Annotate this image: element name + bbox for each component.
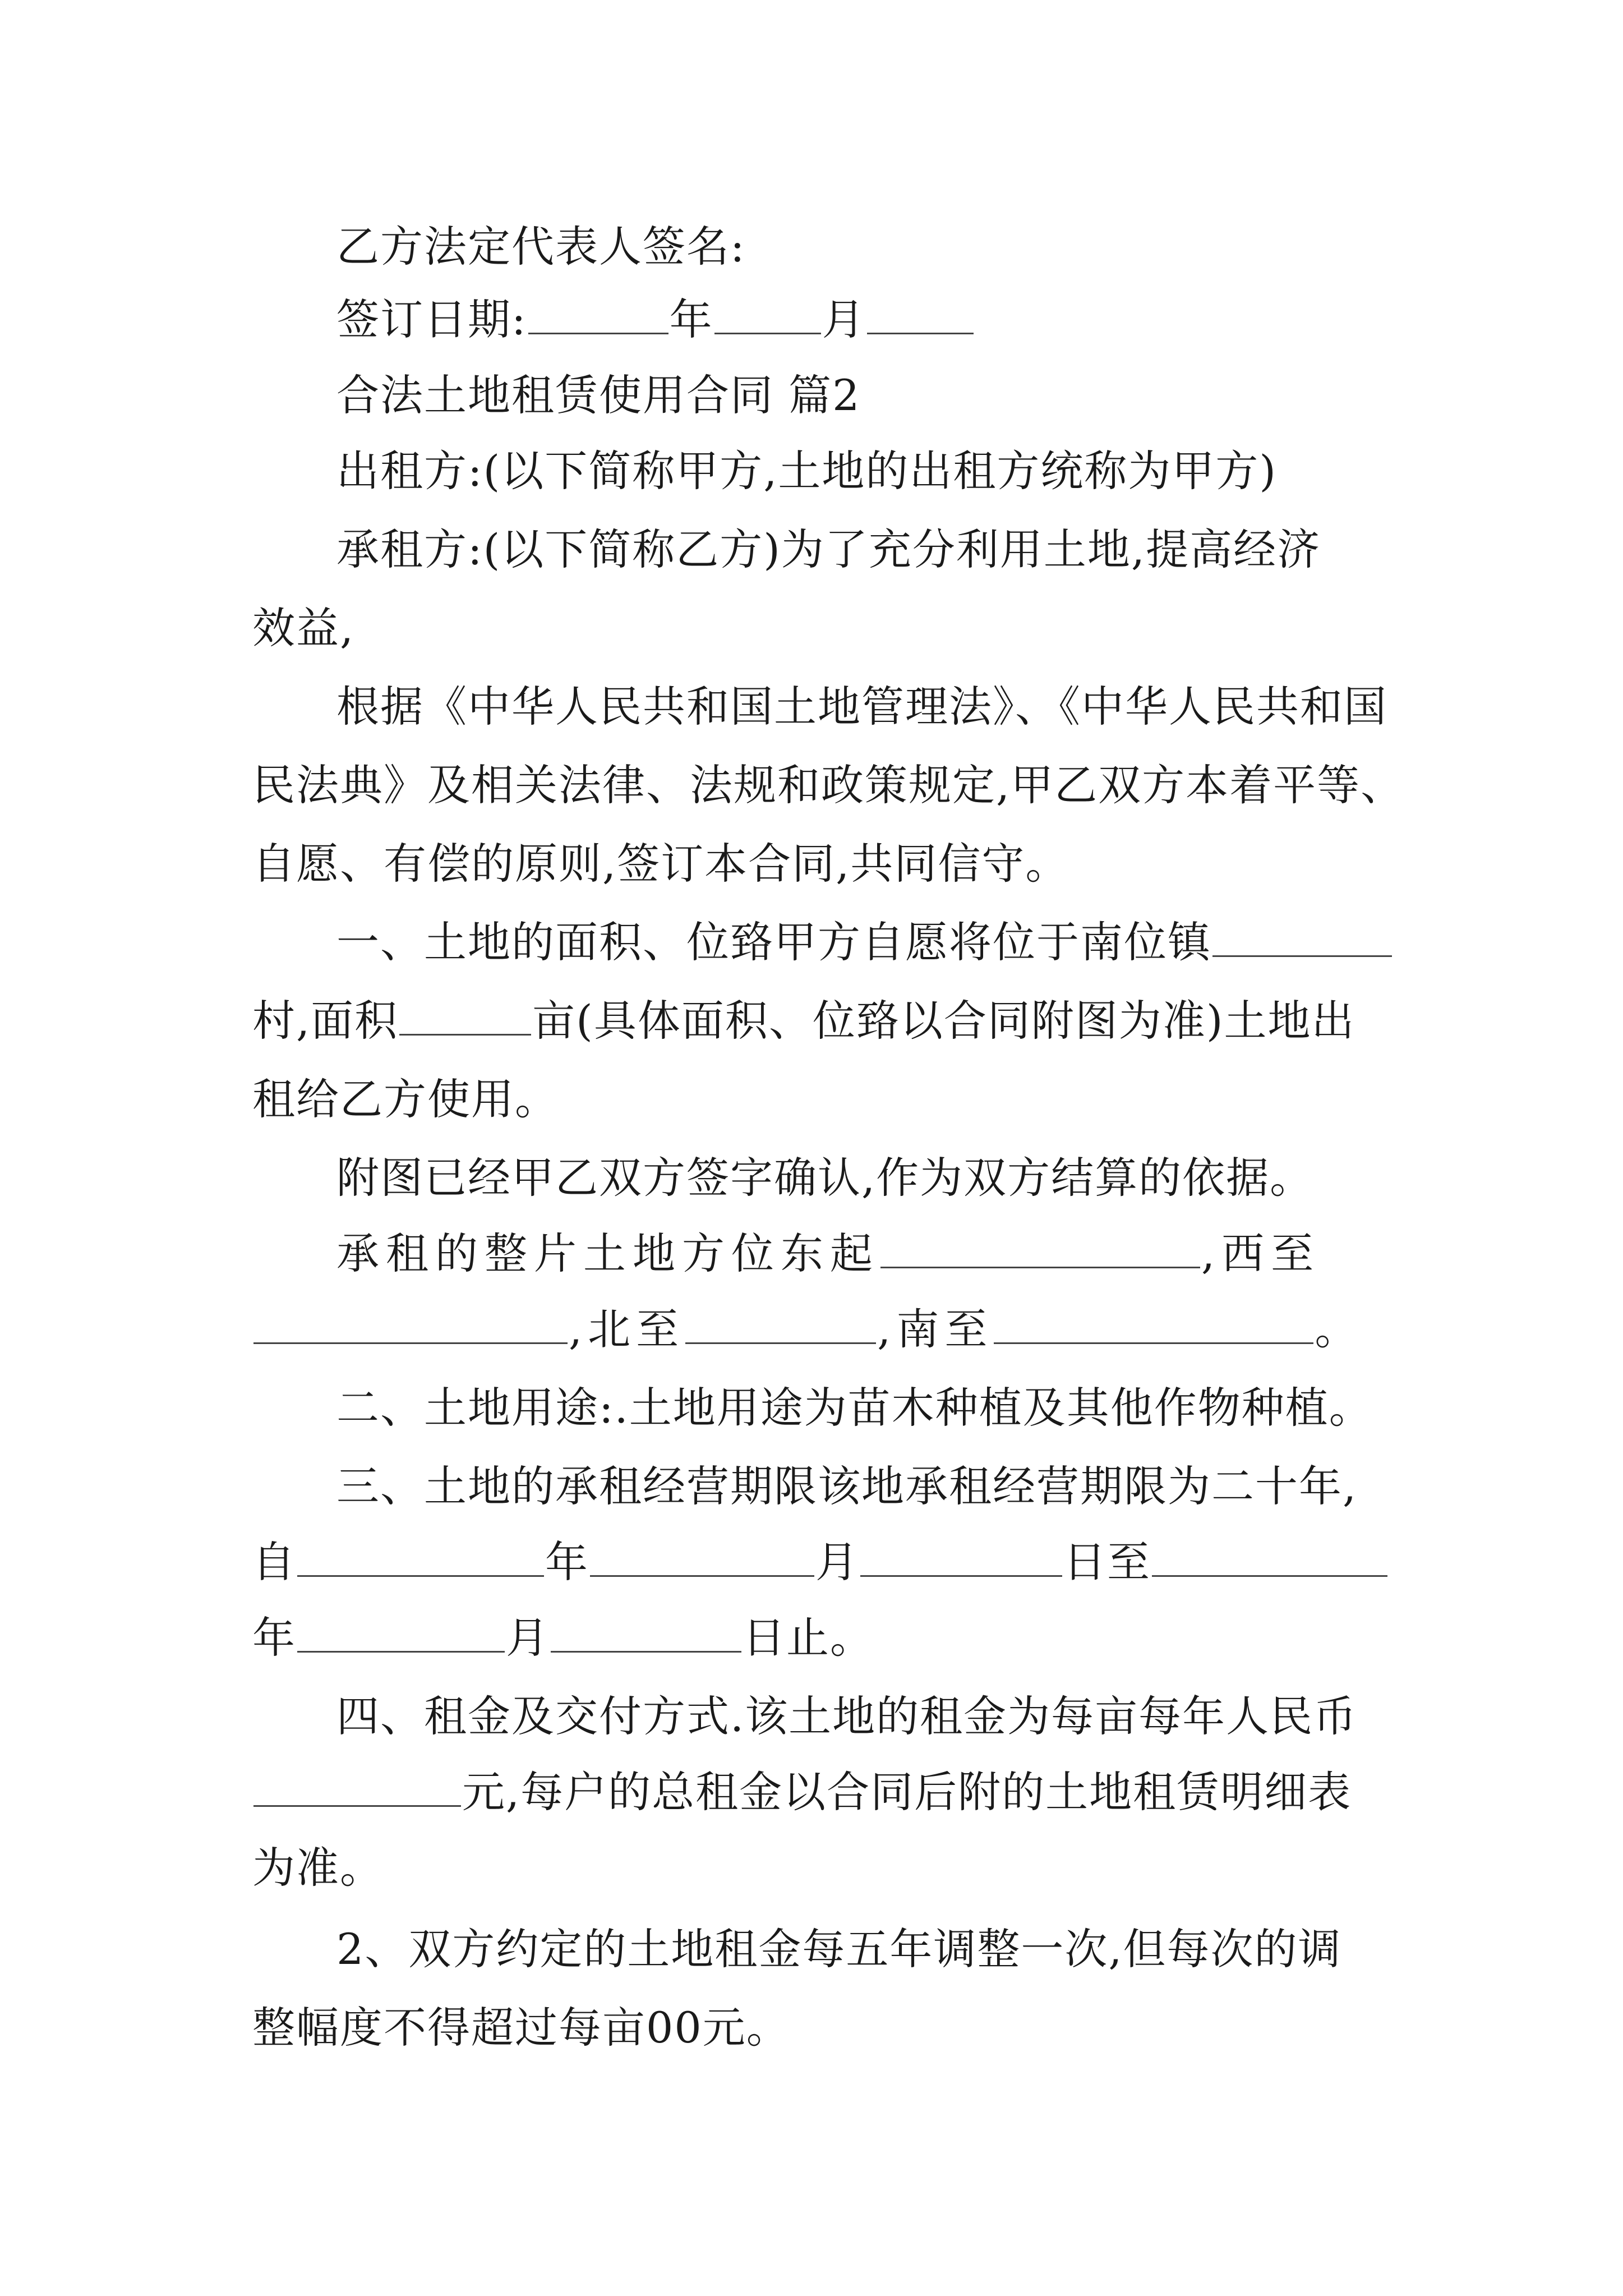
start-day-blank: [860, 1536, 1062, 1577]
west-blank: [253, 1303, 568, 1344]
basis-line-3: 自愿、有偿的原则,签订本合同,共同信守。: [252, 839, 1069, 889]
area-blank: [399, 995, 531, 1036]
date-label: 签订日期:: [336, 295, 527, 344]
signature-line: [336, 216, 746, 278]
clause4-line-1: 四、租金及交付方式.该土地的租金为每亩每年人民币: [336, 1691, 1358, 1741]
end-year-blank: [1152, 1536, 1387, 1577]
boundaries-line-2: ,北至 ,南至 。: [252, 1299, 1363, 1360]
end-day-blank: [551, 1612, 741, 1653]
day-blank: [867, 293, 974, 334]
clause1-line-2: 村,面积 亩(具体面积、位臵以合同附图为准)土地出: [252, 996, 1355, 1046]
end-month-blank: [297, 1612, 505, 1653]
clause1-line-3: 租给乙方使用。: [252, 1074, 559, 1124]
signature-label: 乙方法定代表人签名:: [336, 222, 746, 272]
clause2-line: 二、土地用途:.土地用途为苗木种植及其他作物种植。: [336, 1383, 1373, 1433]
basis-line-2: 民法典》及相关法律、法规和政策规定,甲乙双方本着平等、: [252, 760, 1405, 810]
clause1-line-1: 一、土地的面积、位臵甲方自愿将位于南位镇: [336, 912, 1393, 973]
basis-line-1: 根据《中华人民共和国土地管理法》、《中华人民共和国: [336, 682, 1387, 731]
year-label: 年: [669, 295, 713, 344]
clause4-2-line-2: 整幅度不得超过每亩00元。: [252, 2003, 790, 2053]
clause4-line-3: 为准。: [252, 1843, 384, 1893]
clause3-line-1: 三、土地的承租经营期限该地承租经营期限为二十年,: [336, 1461, 1358, 1511]
month-blank: [714, 293, 821, 334]
east-blank: [880, 1227, 1200, 1268]
clause3-line-2: 自 年 月 日至: [252, 1531, 1389, 1593]
appendix-line: 附图已经甲乙双方签字确认,作为双方结算的依据。: [336, 1153, 1314, 1203]
date-line: [336, 289, 975, 351]
north-blank: [685, 1303, 876, 1344]
rent-blank: [253, 1766, 461, 1807]
village-blank: [1212, 916, 1392, 957]
lessor-line: 出租方:(以下简称甲方,土地的出租方统称为甲方): [336, 446, 1278, 496]
clause3-line-3: 年 月 日止。: [252, 1613, 874, 1663]
lessee-line-1: 承租方:(以下简称乙方)为了充分利用土地,提高经济: [336, 524, 1321, 574]
start-year-blank: [297, 1536, 544, 1577]
year-blank: [528, 293, 668, 334]
lessee-line-2: 效益,: [252, 603, 355, 653]
section-title: 合法土地租赁使用合同 篇2: [336, 370, 861, 420]
clause4-2-line-1: 2、双方约定的土地租金每五年调整一次,但每次的调: [336, 1924, 1342, 1974]
month-label: 月: [822, 295, 866, 344]
clause4-line-2: 元,每户的总租金以合同后附的土地租赁明细表: [252, 1761, 1352, 1823]
start-month-blank: [590, 1536, 814, 1577]
south-blank: [994, 1303, 1313, 1344]
boundaries-line-1: 承租的整片土地方位东起 ,西至: [336, 1228, 1321, 1278]
